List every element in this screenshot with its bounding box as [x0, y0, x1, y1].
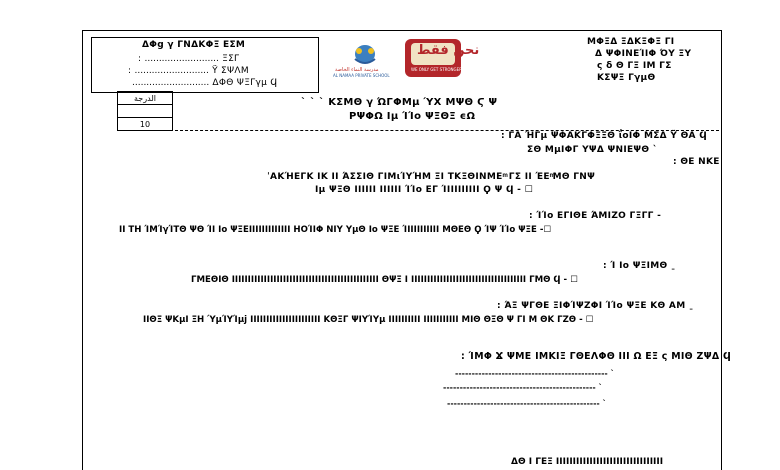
score-label: الدرجة — [118, 92, 173, 105]
school-line-1: ΜΦΞΔ ΞΔΚΞΦΞ ΓΙ — [587, 37, 675, 47]
worksheet-page — [82, 30, 732, 470]
q4-answer-line[interactable]: ΙΙΘΞ ΨΚμΙ ΞΗ ΎμΊΥΊμϳ ΙΙΙΙΙΙΙΙΙΙΙΙΙΙΙΙΙΙΙΙΙΙ ΚΘΞΓ ΨΙΥΊΥμ ΙΙΙΙΙΙΙΙΙΙ ΙΙΙΙΙΙΙΙΙΙΙ ΜΙΘ ΘΞΘ Ψ ΓΙ Μ ΘΚ ΓΖΘ - ☐ — [143, 315, 594, 325]
q5-answer-line-1[interactable]: ---------------------------------------------- ˋ — [455, 369, 615, 378]
brand-name: نحن فقط — [417, 43, 480, 58]
school-line-3: ς δ Θ ΓΞ ΙΜ ΓΣ — [597, 61, 672, 71]
q1-subtitle: ΣΘ ΜμΙΦΓ ΥΨΔ ΨΝΙΕΨΘ ˋ — [527, 145, 658, 155]
q1-title: : ΓΑ ΉΓμ ΨΦΑΚΓΦΞΞΘ ΐοΙΦ ΜΣΔ Ϋ ΘΑ Ϥ — [501, 131, 708, 141]
score-value: 10 — [118, 118, 173, 131]
q3-title: : Ί Ιο ΨΞΙΜΘ ˍ — [603, 261, 676, 271]
page-footer: ΔΘ Ι ΓΕΞ ΙΙΙΙΙΙΙΙΙΙΙΙΙΙΙΙΙΙΙΙΙΙΙΙΙΙΙΙΙΙΙΙ — [511, 457, 664, 467]
q1-answer-text: Ιμ ΨΞΘ ΙΙΙΙΙΙ ΙΙΙΙΙΙ ΊΊο ΕΓ ΊΙΙΙΙΙΙΙΙΙ Ϙ Ψ Ϥ - ☐ — [315, 185, 534, 195]
score-blank — [118, 105, 173, 118]
q5-title: : ΊΜΦ Ϫ ΨΜΕ ΙΜΚΙΞ ΓΘΕΛΦΘ ΙΙΙ Ω ΕΞ ς ΜΙΘ ΖΨΔ Ϥ — [461, 351, 732, 362]
q2-title: : ΊΊο ΕΓΙΘΕ ΆΜΙΖΟ ΓΞΓΓ - — [529, 211, 662, 221]
school-line-2: Δ ΨΦΙΝΕΊΙΦ ΌΥ ΞΥ — [595, 49, 692, 59]
school-name-english: AL NAMAA PRIVATE SCHOOL — [333, 73, 390, 78]
school-line-4: ΚΣΨΞ ΓγμΘ — [597, 73, 656, 83]
school-logo — [333, 39, 397, 79]
worksheet-title: ˋ ˋ ˋ ΚΣΜΘ γ ΏΓΦΜμ ΎΧ ΜΨΘ Ϛ Ψ — [301, 97, 498, 108]
q1-statement: ˈΑΚΉΕΓΚ ΙΚ ΙΙ ΆΣΣΙΘ ΓΙΜιΊΥΉΜ ΞΙ ΤΚΞΘΙΝΜΕ ͫ ΓΣ ΙΙ ΈΕ ͫΜΘ ΓΝΨ — [267, 172, 596, 182]
info-line-2: : .......................... ΞΣΓ — [138, 54, 240, 64]
q4-title: : ΆΞ ΨΓΘΕ ΞΙΦΊΨΖΦΙ ΊΊο ΨΞΕ ΚΘ ΑΜ ˍ — [497, 301, 694, 311]
q5-answer-line-3[interactable]: ---------------------------------------------- ˋ — [447, 399, 607, 408]
info-line-3: : .......................... Ϋ ΣΨΛΜ — [128, 66, 249, 76]
school-info-box — [583, 35, 717, 89]
info-line-4: ........................... ΔΦΘ ΨΞΓγμ Ϥ — [132, 78, 278, 88]
q1-answer-line[interactable] — [315, 185, 533, 195]
student-info-box — [91, 37, 319, 93]
info-line-1: ΔΦg γ ΓΝΔΚΦΞ ΕΣΜ — [142, 40, 246, 50]
score-table — [117, 91, 173, 131]
school-name-arabic: مدرسة النماء الخاصة — [335, 67, 379, 73]
brand-slogan: WE ONLY GET STRONGER — [411, 67, 462, 72]
q5-answer-line-2[interactable]: ---------------------------------------------- ˋ — [443, 383, 603, 392]
brand-logo — [403, 37, 480, 79]
worksheet-subtitle: ΡΨΦΩ Ιμ ΊΊο ΨΞΘΞ ϵΩ — [349, 111, 476, 122]
q3-answer-line[interactable]: ΓΜΕΘΙΘ ΙΙΙΙΙΙΙΙΙΙΙΙΙΙΙΙΙΙΙΙΙΙΙΙΙΙΙΙΙΙΙΙΙΙΙΙΙΙΙΙΙΙΙΙΙΙ ΘΨΞ Ι ΙΙΙΙΙΙΙΙΙΙΙΙΙΙΙΙΙΙΙΙΙΙΙΙΙΙΙΙΙΙΙΙΙΙΙΙ ΓΜΘ Ϥ - ☐ — [191, 275, 578, 285]
q1-subtitle-2: : ΘΕ ΝΚΕ — [673, 157, 720, 167]
q2-answer-line[interactable]: ΙΙ ΤΗ ΊΜΊγΊΤΘ ΨΘ ΊΙ Ιο ΨΞΕΙΙΙΙΙΙΙΙΙΙΙΙΙ ΗΟΊΙΦ ΝΙΥ ΥμΘ Ιο ΨΞΕ ΊΙΙΙΙΙΙΙΙΙΙ ΜΘΕΘ Ϙ ΊΨ ΊΊο ΨΞΕ -☐ — [119, 225, 552, 235]
